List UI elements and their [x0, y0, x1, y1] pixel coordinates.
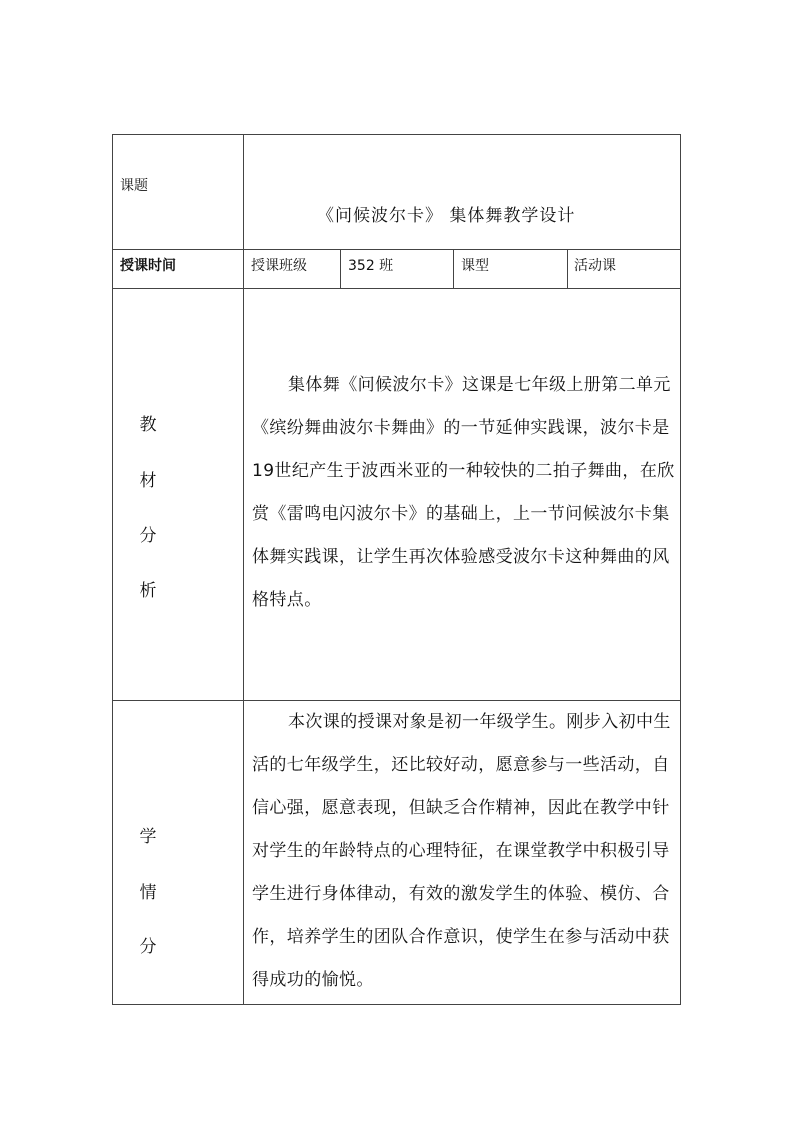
- lesson-type-label: 课型: [461, 258, 489, 274]
- material-analysis-paragraph: 集体舞《问候波尔卡》这课是七年级上册第二单元《缤纷舞曲波尔卡舞曲》的一节延伸实践课，波尔卡是19世纪产生于波西米亚的一种较快的二拍子舞曲，在欣赏《雷鸣电闪波尔卡》的基础上，上一节问候波尔卡集体舞实践课，让学生再次体验感受波尔卡这种舞曲的风格特点。: [252, 375, 675, 610]
- teaching-time-label: 授课时间: [120, 258, 176, 274]
- table-rule-info-2: [453, 249, 454, 289]
- material-label-char: 分: [139, 526, 157, 546]
- student-analysis-paragraph: 本次课的授课对象是初一年级学生。刚步入初中生活的七年级学生，还比较好动，愿意参与一些活动，自信心强，愿意表现，但缺乏合作精神，因此在教学中针对学生的年龄特点的心理特征，在课堂教学中积极引导学生进行身体律动，有效的激发学生的体验、模仿、合作，培养学生的团队合作意识，使学生在参与活动中获得成功的愉悦。: [252, 712, 671, 990]
- student-label-char: 分: [139, 937, 157, 957]
- material-label-char: 析: [139, 581, 157, 601]
- material-label-char: 教: [139, 415, 157, 435]
- table-border-right: [680, 134, 681, 1005]
- table-border-top: [112, 134, 681, 135]
- table-rule-label-column: [243, 134, 244, 1005]
- class-value: 352 班: [348, 258, 394, 274]
- student-label-char: 学: [139, 827, 157, 847]
- table-rule-info-1: [340, 249, 341, 289]
- class-label: 授课班级: [251, 258, 307, 274]
- material-label-char: 材: [139, 471, 157, 491]
- lesson-type-value: 活动课: [574, 258, 616, 274]
- student-label-char: 情: [139, 883, 157, 903]
- topic-label: 课题: [120, 178, 148, 194]
- table-border-bottom: [112, 1004, 681, 1005]
- table-rule-info: [112, 288, 681, 289]
- table-border-left: [112, 134, 113, 1005]
- lesson-title: 《问候波尔卡》 集体舞教学设计: [317, 206, 576, 226]
- table-rule-info-3: [567, 249, 568, 289]
- table-rule-title: [112, 249, 681, 250]
